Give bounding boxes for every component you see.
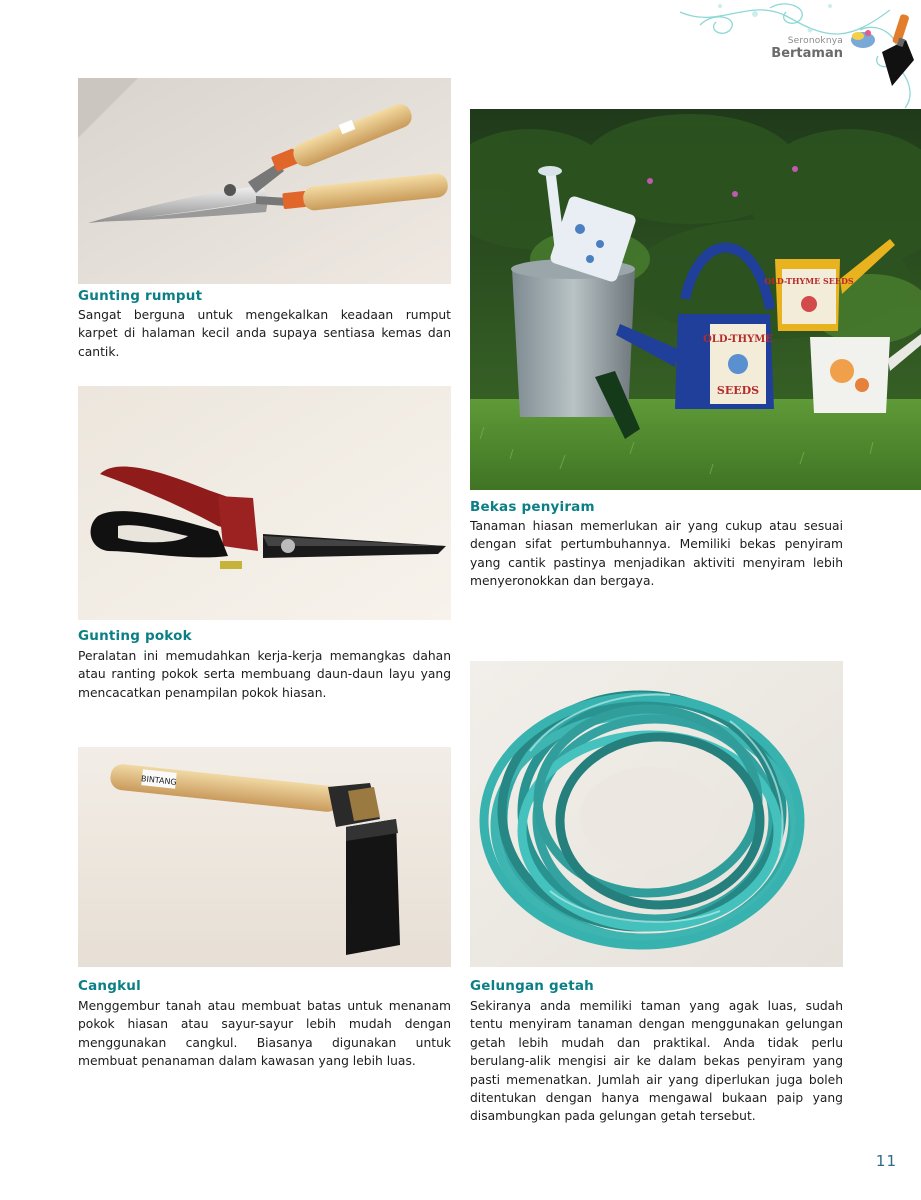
item-body: Peralatan ini memudahkan kerja-kerja memangkas dahan atau ranting pokok serta membuang daun-daun layu yang mencacatkan penampilan pokok hiasan.	[78, 649, 451, 700]
item-title: Gunting pokok	[78, 628, 192, 644]
item-body: Sangat berguna untuk mengekalkan keadaan rumput karpet di halaman kecil anda supaya sentiasa kemas dan cantik.	[78, 308, 451, 359]
photo-hoe	[78, 747, 451, 967]
header-title: Bertaman	[771, 46, 843, 61]
item-body: Tanaman hiasan memerlukan air yang cukup atau sesuai dengan sifat pertumbuhannya. Memiliki bekas penyiram yang cantik pastinya menjadikan aktiviti menyiram lebih menyeronokkan dan bergaya.	[470, 519, 843, 589]
header-kicker: Seronoknya	[787, 36, 843, 46]
page-number: 11	[875, 1152, 897, 1170]
photo-grass-shears	[78, 78, 451, 284]
can-label-top: OLD-THYME	[703, 334, 773, 345]
flowerpot-icon	[851, 30, 875, 48]
photo-garden-hose	[470, 661, 843, 967]
item-body: Sekiranya anda memiliki taman yang agak luas, sudah tentu menyiram tanaman dengan menggunakan gelungan getah lebih mudah dan praktikal. Anda tidak perlu berulang-alik mengisi air ke dalam bekas penyiram yang pasti memenatkan. Jumlah air yang diperlukan juga boleh ditentukan dengan hanya mengawal bukaan paip yang disambungkan pada gelungan getah tersebut.	[470, 999, 843, 1124]
item-title: Cangkul	[78, 978, 141, 994]
item-title: Gunting rumput	[78, 288, 203, 304]
small-can-label: OLD-THYME SEEDS	[764, 276, 854, 286]
item-title: Bekas penyiram	[470, 499, 595, 515]
item-body: Menggembur tanah atau membuat batas untuk menanam pokok hiasan atau sayur-sayur lebih mudah dengan menggunakan cangkul. Biasanya digunakan untuk membuat penanaman dalam kawasan yang lebih luas.	[78, 999, 451, 1069]
trowel-icon	[882, 14, 914, 86]
can-label-bottom: SEEDS	[716, 384, 760, 397]
photo-pruning-shears	[78, 386, 451, 620]
photo-watering-cans	[470, 109, 921, 490]
item-title: Gelungan getah	[470, 978, 594, 994]
hoe-tag: BINTANG	[140, 774, 178, 787]
